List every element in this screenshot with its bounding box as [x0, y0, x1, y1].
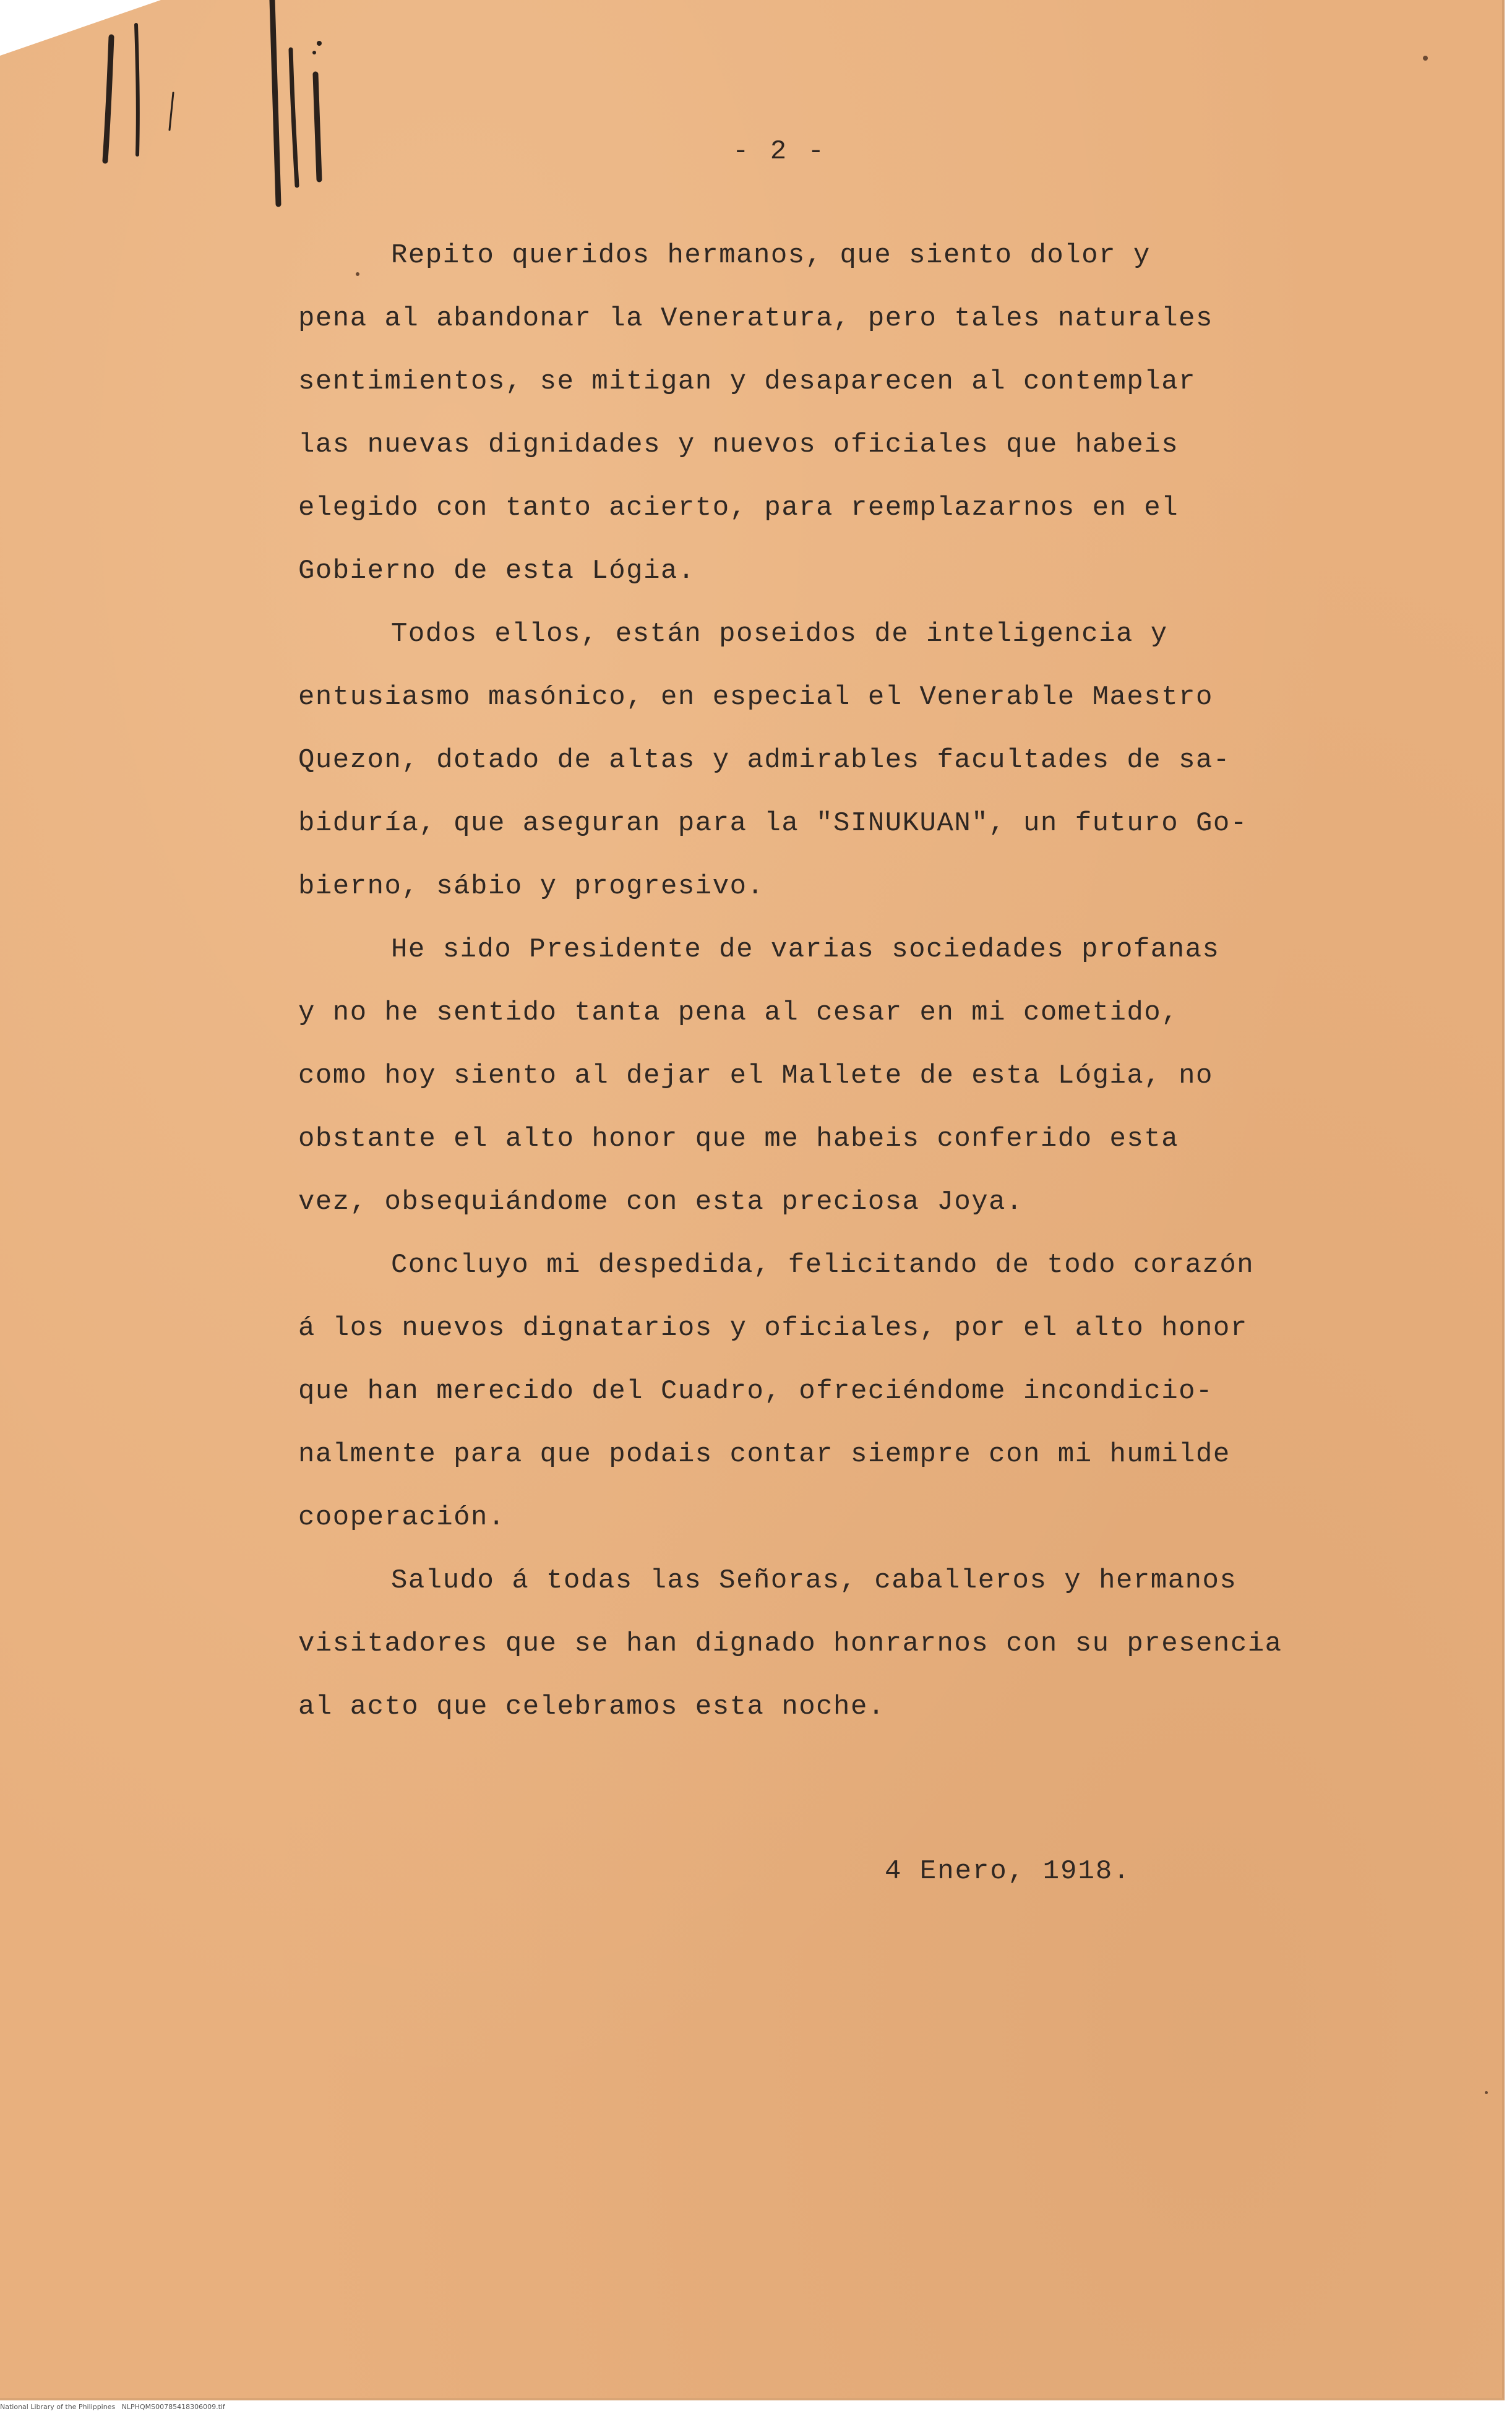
text-line: y no he sentido tanta pena al cesar en mi cometido,	[298, 997, 1179, 1028]
text-line: las nuevas dignidades y nuevos oficiales que habeis	[298, 429, 1179, 460]
text-line: elegido con tanto acierto, para reemplazarnos en el	[298, 492, 1179, 523]
text-line: He sido Presidente de varias sociedades profanas	[391, 934, 1220, 965]
text-line: sentimientos, se mitigan y desaparecen al contemplar	[298, 366, 1196, 397]
paper-speck	[1423, 56, 1428, 61]
text-line: vez, obsequiándome con esta preciosa Joya.	[298, 1187, 1023, 1218]
text-line: como hoy siento al dejar el Mallete de esta Lógia, no	[298, 1060, 1213, 1091]
paragraph	[298, 603, 1399, 918]
ink-marks	[93, 0, 365, 223]
text-line: que han merecido del Cuadro, ofreciéndome incondicio-	[298, 1376, 1213, 1407]
text-line: visitadores que se han dignado honrarnos con su presencia	[298, 1628, 1282, 1659]
paragraph	[298, 918, 1399, 1234]
paragraph	[298, 1234, 1399, 1549]
text-line: bierno, sábio y progresivo.	[298, 871, 765, 902]
text-line: á los nuevos dignatarios y oficiales, por el alto honor	[298, 1313, 1248, 1344]
text-line: Repito queridos hermanos, que siento dolor y	[391, 240, 1151, 271]
text-line: pena al abandonar la Veneratura, pero tales naturales	[298, 303, 1213, 334]
text-line: Gobierno de esta Lógia.	[298, 556, 695, 586]
paragraph	[298, 224, 1399, 603]
text-line: Saludo á todas las Señoras, caballeros y hermanos	[391, 1565, 1237, 1596]
letter-date: 4 Enero, 1918.	[885, 1856, 1131, 1887]
text-line: nalmente para que podais contar siempre con mi humilde	[298, 1439, 1231, 1470]
text-line: biduría, que aseguran para la "SINUKUAN", un futuro Go-	[298, 808, 1248, 839]
paper-speck	[1485, 2091, 1488, 2094]
text-line: al acto que celebramos esta noche.	[298, 1691, 885, 1722]
text-line: obstante el alto honor que me habeis conferido esta	[298, 1123, 1179, 1154]
scan-caption: National Library of the Philippines NLPHQMS00785418306009.tif	[0, 2403, 225, 2411]
text-line: Todos ellos, están poseidos de inteligencia y	[391, 619, 1168, 650]
text-line: Quezon, dotado de altas y admirables facultades de sa-	[298, 745, 1231, 776]
paragraph	[298, 1549, 1399, 1738]
text-line: entusiasmo masónico, en especial el Venerable Maestro	[298, 682, 1213, 713]
text-line: Concluyo mi despedida, felicitando de todo corazón	[391, 1250, 1255, 1281]
text-line: cooperación.	[298, 1502, 505, 1533]
page-number: - 2 -	[732, 136, 827, 167]
letter-body	[298, 224, 1399, 1738]
paper-speck	[356, 272, 359, 276]
